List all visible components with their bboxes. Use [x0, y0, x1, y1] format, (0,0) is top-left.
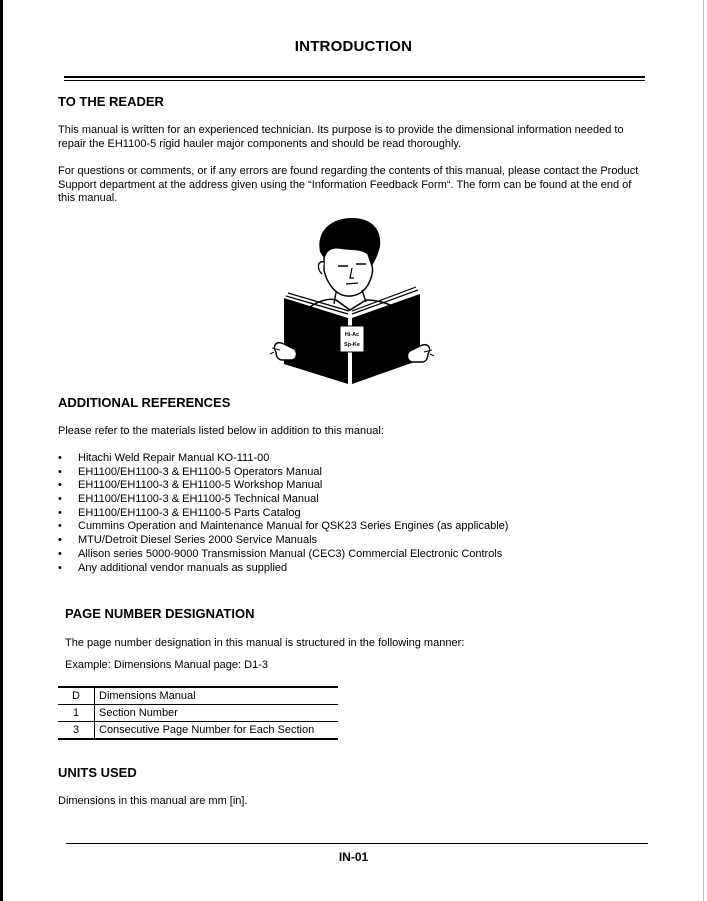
reference-text: Allison series 5000-9000 Transmission Manual (CEC3) Commercial Electronic Controls: [78, 547, 503, 560]
title-rule-thin: [64, 80, 645, 81]
reference-text: Cummins Operation and Maintenance Manual for QSK23 Series Engines (as applicable): [78, 520, 509, 533]
units-used-text: Dimensions in this manual are mm [in].: [58, 795, 248, 807]
additional-references-intro: Please refer to the materials listed below in addition to this manual:: [58, 425, 384, 437]
list-item: [58, 452, 508, 466]
table-cell-meaning: Dimensions Manual: [99, 690, 196, 702]
table-row: [58, 687, 338, 705]
reference-text: EH1100/EH1100-3 & EH1100-5 Operators Manual: [78, 465, 322, 478]
table-row: [58, 722, 338, 740]
footer-rule: [66, 843, 648, 844]
reference-text: EH1100/EH1100-3 & EH1100-5 Workshop Manual: [78, 479, 323, 492]
page-title: INTRODUCTION: [294, 38, 413, 55]
to-the-reader-paragraph-1: [58, 124, 658, 151]
paragraph-line: repair the EH1100-5 rigid hauler major components and should be read thoroughly.: [58, 137, 462, 150]
book-label-line-2: Sp-Ke: [344, 342, 360, 348]
reference-text: EH1100/EH1100-3 & EH1100-5 Technical Manual: [78, 493, 319, 506]
page-right-border: [703, 0, 704, 901]
to-the-reader-heading: TO THE READER: [58, 94, 164, 109]
list-item: [58, 534, 508, 548]
list-item: [58, 548, 508, 562]
table-cell-code: D: [58, 687, 95, 705]
bullet: •: [58, 534, 62, 547]
table-cell-meaning: Consecutive Page Number for Each Section: [99, 724, 315, 736]
bullet: •: [58, 506, 62, 519]
table-cell-code: 3: [58, 722, 95, 740]
page-number: IN-01: [338, 850, 369, 864]
page-left-border: [0, 0, 3, 901]
paragraph-line: For questions or comments, or if any errors are found regarding the contents of this manual, please contact the Product: [58, 165, 639, 177]
reference-text: Hitachi Weld Repair Manual KO-111-00: [78, 452, 270, 464]
reference-text: MTU/Detroit Diesel Series 2000 Service Manuals: [78, 534, 318, 547]
paragraph-line: This manual is written for an experienced technician. Its purpose is to provide the dimensional information needed to: [58, 124, 624, 136]
table-cell-code: 1: [58, 705, 95, 722]
units-used-heading: UNITS USED: [58, 765, 137, 780]
to-the-reader-paragraph-2: [58, 165, 658, 206]
table-cell-meaning: Section Number: [99, 707, 178, 719]
references-list: [58, 452, 508, 575]
bullet: •: [58, 452, 62, 464]
reference-text: EH1100/EH1100-3 & EH1100-5 Parts Catalog: [78, 506, 301, 519]
bullet: •: [58, 479, 62, 492]
man-reading-manual-icon: [270, 214, 435, 386]
paragraph-line: Support department at the address given using the “Information Feedback Form“. The form can be found at the end of: [58, 178, 632, 191]
table-row: [58, 705, 338, 722]
bullet: •: [58, 520, 62, 533]
reference-text: Any additional vendor manuals as supplied: [78, 561, 288, 574]
page-number-example: Example: Dimensions Manual page: D1-3: [65, 659, 268, 671]
title-rule-thick: [64, 76, 645, 78]
bullet: •: [58, 561, 62, 574]
list-item: [58, 493, 508, 507]
list-item: [58, 507, 508, 521]
additional-references-heading: ADDITIONAL REFERENCES: [58, 395, 231, 410]
list-item: [58, 520, 508, 534]
book-label-line-1: Hi-Ac: [344, 332, 360, 338]
page-number-designation-heading: PAGE NUMBER DESIGNATION: [65, 606, 255, 621]
bullet: •: [58, 493, 62, 506]
list-item: [58, 479, 508, 493]
bullet: •: [58, 465, 62, 478]
page-number-table: [58, 686, 338, 740]
page-number-designation-intro: The page number designation in this manual is structured in the following manner:: [65, 637, 465, 649]
paragraph-line: this manual.: [58, 192, 118, 204]
list-item: [58, 466, 508, 480]
list-item: [58, 562, 508, 576]
bullet: •: [58, 547, 62, 560]
